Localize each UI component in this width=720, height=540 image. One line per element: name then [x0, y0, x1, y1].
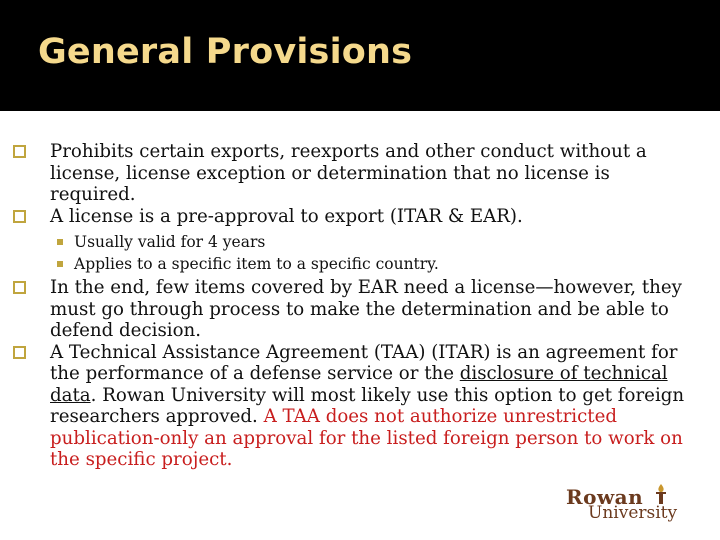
- subbullet-text: Applies to a specific item to a specific country.: [74, 255, 439, 273]
- square-bullet-icon: [57, 239, 63, 245]
- logo-text-rowan: Rowan: [566, 485, 644, 509]
- bullet-text: In the end, few items covered by EAR need a license—however, they must go through process to make the determination and be able to defend decision.: [50, 277, 682, 341]
- checkbox-bullet-icon: [13, 346, 26, 359]
- bullet-prohibits: [0, 141, 720, 206]
- bullet-text: A Technical Assistance Agreement (TAA) (ITAR) is an agreement for the performance of a defense service or the: [50, 341, 678, 384]
- bullet-list: [0, 141, 720, 471]
- bullet-taa: [0, 342, 720, 471]
- bullet-text: A license is a pre-approval to export (ITAR & EAR).: [50, 205, 523, 227]
- bullet-few-items: [0, 277, 720, 342]
- bullet-license-preapproval: [0, 206, 720, 228]
- title-bar: [0, 0, 720, 111]
- torch-icon: [652, 483, 670, 505]
- checkbox-bullet-icon: [13, 145, 26, 158]
- rowan-university-logo: [566, 483, 698, 525]
- subbullet-text: Usually valid for 4 years: [74, 233, 266, 251]
- logo-text-university: University: [588, 503, 678, 523]
- bullet-text: Prohibits certain exports, reexports and other conduct without a license, license exception or determination that no license is required.: [50, 141, 647, 205]
- checkbox-bullet-icon: [13, 281, 26, 294]
- subbullet-applies: [0, 253, 720, 275]
- square-bullet-icon: [57, 261, 63, 267]
- checkbox-bullet-icon: [13, 210, 26, 223]
- subbullet-valid: [0, 231, 720, 253]
- underlined-term: disclosure of technical data: [50, 363, 668, 406]
- page-title: General Provisions: [38, 32, 413, 72]
- bullet-text-cont: . Rowan University will most likely use this option to get foreign researchers approved.: [50, 384, 685, 427]
- emphasis-text: A TAA does not authorize unrestricted publication-only an approval for the listed foreign person to work on the specific project.: [50, 406, 683, 470]
